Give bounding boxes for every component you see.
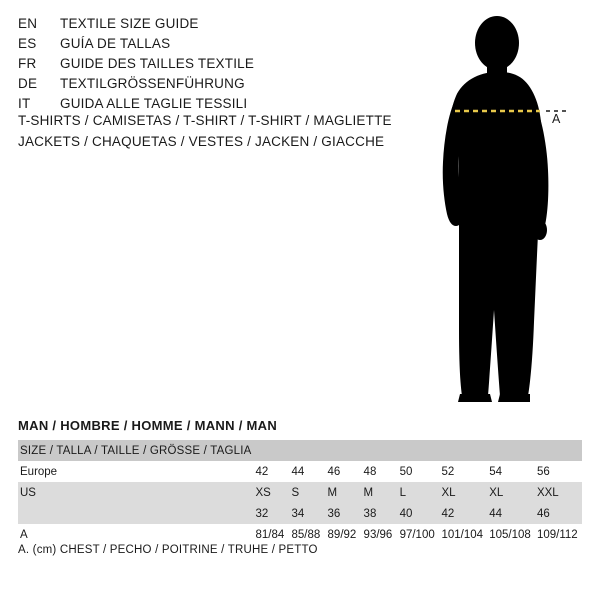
row-label (18, 503, 254, 524)
table-title: MAN / HOMBRE / HOMME / MANN / MAN (18, 418, 278, 433)
table-cell: 54 (487, 461, 535, 482)
language-text: GUIDE DES TAILLES TEXTILE (60, 56, 255, 71)
table-cell: 38 (362, 503, 398, 524)
table-header-label: SIZE / TALLA / TAILLE / GRÖSSE / TAGLIA (18, 440, 254, 461)
size-table (18, 440, 582, 545)
table-cell: 56 (535, 461, 582, 482)
table-cell: 36 (326, 503, 362, 524)
table-cell: XL (439, 482, 487, 503)
language-list (18, 14, 378, 114)
table-row (18, 482, 582, 503)
measure-label-a: A (552, 112, 561, 126)
table-header-cell (254, 440, 290, 461)
table-cell: 85/88 (290, 524, 326, 545)
table-cell: XS (254, 482, 290, 503)
table-cell: 97/100 (398, 524, 440, 545)
table-cell: 93/96 (362, 524, 398, 545)
language-code: EN (18, 16, 38, 31)
language-row (18, 14, 378, 34)
table-cell: 42 (254, 461, 290, 482)
language-row (18, 34, 378, 54)
table-header-cell (290, 440, 326, 461)
table-cell: 32 (254, 503, 290, 524)
language-text: TEXTILGRÖSSENFÜHRUNG (60, 76, 245, 91)
table-header-cell (439, 440, 487, 461)
table-cell: 105/108 (487, 524, 535, 545)
language-text: GUÍA DE TALLAS (60, 36, 171, 51)
row-label: Europe (18, 461, 254, 482)
language-code: IT (18, 96, 31, 111)
category-line: JACKETS / CHAQUETAS / VESTES / JACKEN / GIACCHE (18, 134, 385, 149)
male-silhouette-icon (400, 10, 600, 410)
language-code: FR (18, 56, 37, 71)
table-cell: XL (487, 482, 535, 503)
language-code: DE (18, 76, 38, 91)
table-header-row (18, 440, 582, 461)
table-cell: 46 (326, 461, 362, 482)
table-header-cell (362, 440, 398, 461)
language-text: TEXTILE SIZE GUIDE (60, 16, 199, 31)
table-row (18, 461, 582, 482)
table-header-cell (326, 440, 362, 461)
figure-illustration (400, 10, 600, 410)
table-cell: 101/104 (439, 524, 487, 545)
table-cell: 81/84 (254, 524, 290, 545)
table-cell: L (398, 482, 440, 503)
table-header-cell (487, 440, 535, 461)
table-cell: 46 (535, 503, 582, 524)
table-cell: 52 (439, 461, 487, 482)
row-label: A (18, 524, 254, 545)
table-header-cell (535, 440, 582, 461)
table-cell: 44 (290, 461, 326, 482)
table-cell: 50 (398, 461, 440, 482)
table-row (18, 524, 582, 545)
size-table-wrapper (18, 440, 582, 545)
table-cell: 34 (290, 503, 326, 524)
table-cell: M (362, 482, 398, 503)
table-cell: 89/92 (326, 524, 362, 545)
table-cell: XXL (535, 482, 582, 503)
table-cell: 44 (487, 503, 535, 524)
row-label: US (18, 482, 254, 503)
language-code: ES (18, 36, 37, 51)
language-row (18, 54, 378, 74)
table-cell: 42 (439, 503, 487, 524)
table-header-cell (398, 440, 440, 461)
table-cell: 109/112 (535, 524, 582, 545)
category-line: T-SHIRTS / CAMISETAS / T-SHIRT / T-SHIRT / MAGLIETTE (18, 113, 392, 128)
table-row (18, 503, 582, 524)
table-cell: M (326, 482, 362, 503)
language-row (18, 74, 378, 94)
table-cell: 48 (362, 461, 398, 482)
garment-category-list (18, 110, 438, 152)
table-cell: 40 (398, 503, 440, 524)
table-cell: S (290, 482, 326, 503)
language-text: GUIDA ALLE TAGLIE TESSILI (60, 96, 248, 111)
footnote: A. (cm) CHEST / PECHO / POITRINE / TRUHE / PETTO (18, 544, 318, 556)
